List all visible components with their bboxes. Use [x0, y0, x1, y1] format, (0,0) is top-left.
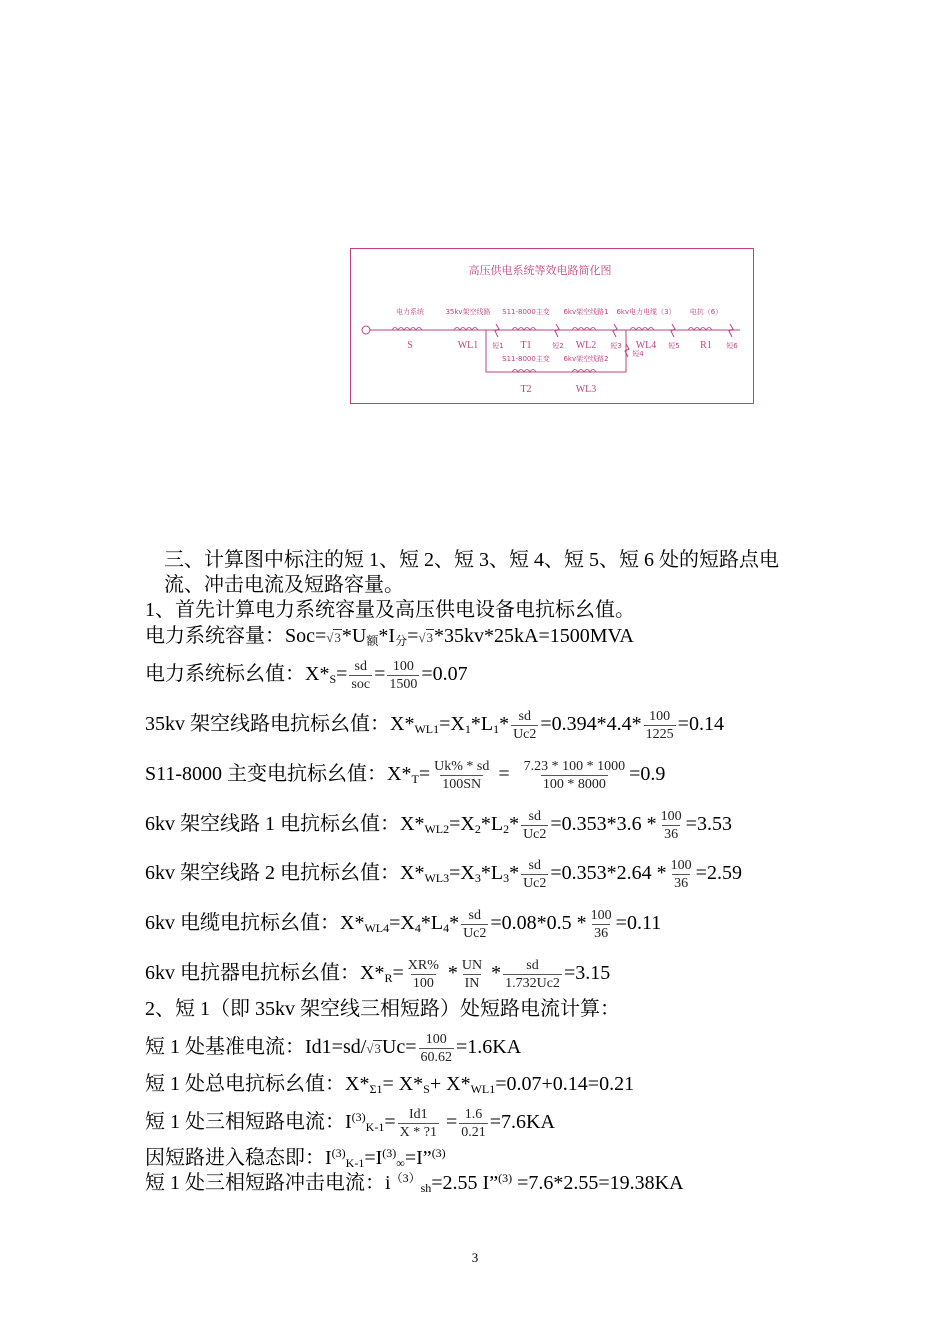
diagram-title: 高压供电系统等效电路简化图 — [468, 264, 612, 277]
step-1-heading: 1、首先计算电力系统容量及高压供电设备电抗标幺值。 — [145, 599, 635, 621]
reactor-line: 6kv 电抗器电抗标幺值：$X*_R=$ $\frac{XR\%}{100}$ * $\frac{UN}{IN}$ * $\frac{sd}{1.732Uc2}$ =3.15 — [145, 958, 611, 991]
symbol-wl1: WL1 — [457, 340, 479, 351]
wl4-line: 6kv 电缆电抗标幺值：$X*_{WL4}=X_4*L_4*$ $\frac{sd}{Uc2}$ =0.08*0.5 * $\frac{100}{36}$ =0.11 — [145, 908, 662, 941]
symbol-r1: R1 — [700, 340, 712, 351]
symbol-wl3: WL3 — [575, 384, 597, 395]
short-3-label: 短3 — [610, 342, 622, 350]
label-power-system: 电力系统 — [396, 308, 424, 316]
symbol-wl4: WL4 — [635, 340, 657, 351]
short-6-label: 短6 — [726, 342, 738, 350]
label-reactor: 电抗（6） — [689, 308, 723, 316]
source-terminal — [362, 326, 370, 334]
label-6kv-cable: 6kv电力电缆（3） — [616, 308, 676, 316]
short-1-label: 短1 — [492, 342, 504, 350]
xsum-line: 短 1 处总电抗标幺值：$X*_{\Sigma 1}= X*_S+ X*_{WL1}=0.07+0.14=0.21$ — [145, 1073, 635, 1096]
symbol-t1: T1 — [520, 340, 532, 351]
short-2-label: 短2 — [552, 342, 564, 350]
xs-line: 电力系统标幺值：$X*_S=$ $\frac{sd}{\text{soc}}$ = $\frac{100}{1500}$ =0.07 — [145, 659, 468, 692]
wl1-line: 35kv 架空线路电抗标幺值：$X*_{WL1}=X_1*L_1*$ $\frac{sd}{Uc2}$ =0.394*4.4* $\frac{100}{1225}$ =0.14 — [145, 709, 724, 742]
heading-3-line-2: 流、冲击电流及短路容量。 — [164, 574, 404, 596]
page-number: 3 — [471, 1250, 479, 1265]
soc-line: 电力系统容量：$Soc=√3*U_额*I_分=√3*35kv*25kA=1500MVA$ — [145, 625, 634, 648]
transformer-line: S11-8000 主变电抗标幺值：$X*_T=$ $\frac{Uk\% * sd}{100SN}$ = $\frac{7.23 * 100 * 1000}{100 * 8000}$ =0.9 — [145, 759, 666, 792]
label-main-transformer-2: S11-8000主变 — [502, 355, 550, 363]
step-2-heading: 2、短 1（即 35kv 架空线三相短路）处短路电流计算： — [145, 998, 620, 1020]
parallel-branch — [486, 330, 626, 372]
short-4-label: 短4 — [632, 350, 644, 358]
label-35kv-line: 35kv架空线路 — [445, 308, 491, 316]
label-6kv-line-1: 6kv架空线路1 — [563, 308, 609, 316]
ish-line: 短 1 处三相短路冲击电流：$i^{(3)}_{sh}=2.55$ I”$^{(3)}$ =7.6*2.55=19.38KA — [145, 1171, 684, 1195]
wl3-line: 6kv 架空线路 2 电抗标幺值：$X*_{WL3}=X_3*L_3*$ $\frac{sd}{Uc2}$ =0.353*2.64 * $\frac{100}{36}$ =2.59 — [145, 858, 742, 891]
heading-3-line-1: 三、计算图中标注的短 1、短 2、短 3、短 4、短 5、短 6 处的短路点电 — [164, 549, 779, 571]
symbol-t2: T2 — [520, 384, 532, 395]
label-6kv-line-2: 6kv架空线路2 — [563, 355, 609, 363]
symbol-wl2: WL2 — [575, 340, 597, 351]
wl2-line: 6kv 架空线路 1 电抗标幺值：$X*_{WL2}=X_2*L_2*$ $\frac{sd}{Uc2}$ =0.353*3.6 * $\frac{100}{36}$ =3.53 — [145, 809, 732, 842]
id1-line: 短 1 处基准电流：Id1=sd/√3Uc= $\frac{100}{60.62}$ =1.6KA — [145, 1032, 522, 1065]
ik-line: 短 1 处三相短路电流：$I^{(3)}_{K-1}=$ $\frac{Id1}{X * ?1}$ = $\frac{1.6}{0.21}$ =7.6KA — [145, 1107, 555, 1140]
short-5-label: 短5 — [668, 342, 680, 350]
steady-line: 因短路进入稳态即：$I^{(3)}_{K-1}=I^{(3)}_\infty=I”^{(3)}$ — [145, 1146, 446, 1170]
symbol-s: S — [407, 340, 413, 351]
equivalent-circuit-diagram — [350, 248, 754, 404]
label-main-transformer: S11-8000主变 — [502, 308, 550, 316]
